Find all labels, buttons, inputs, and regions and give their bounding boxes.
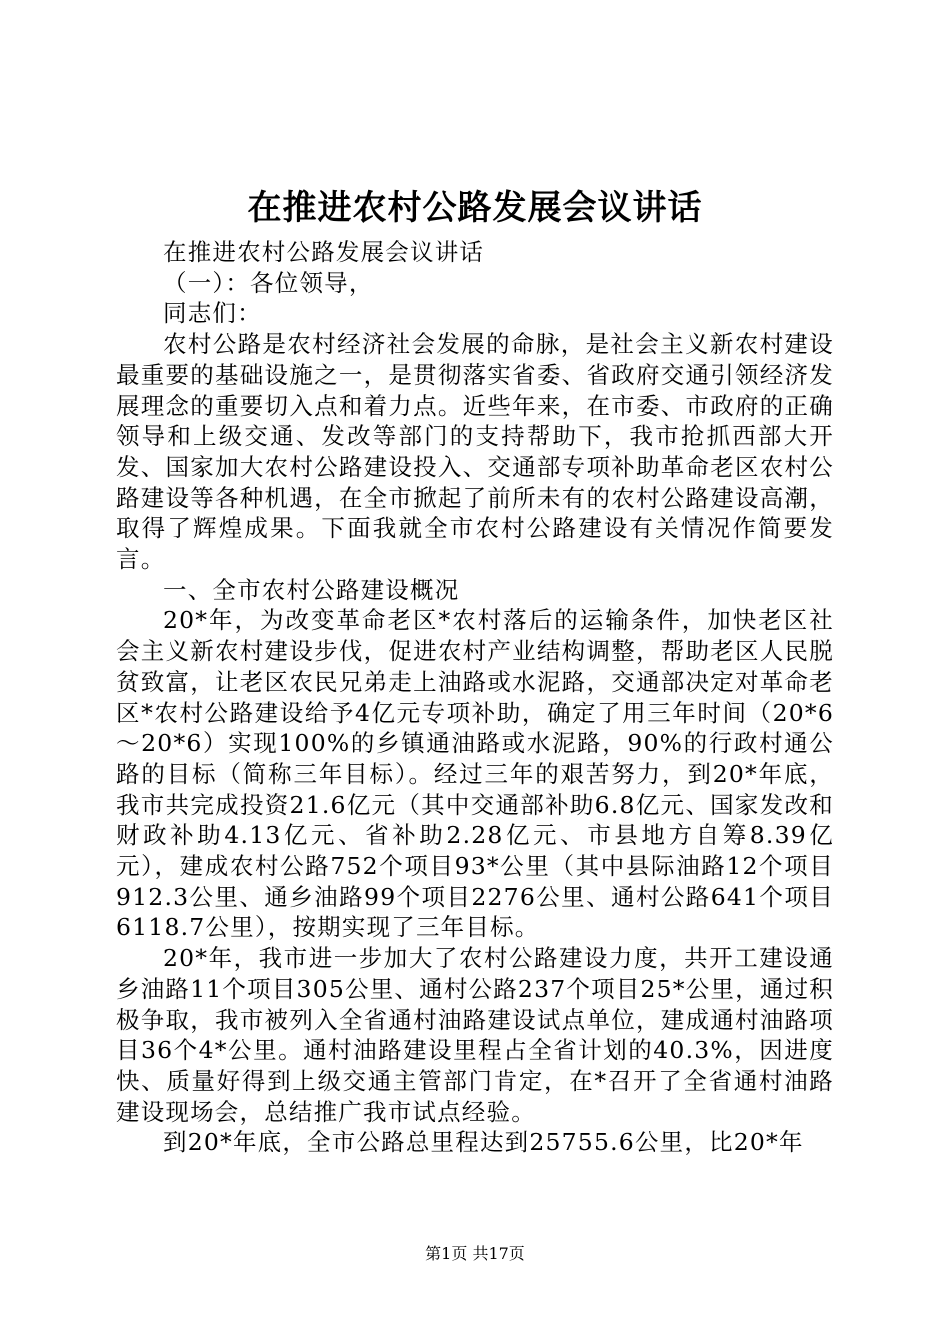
paragraph-intro: 农村公路是农村经济社会发展的命脉，是社会主义新农村建设最重要的基础设施之一，是贯彻落实省委、省政府交通引领经济发展理念的重要切入点和着力点。近些年来，在市委、市政府的正确领导和上级交通、发改等部门的支持帮助下，我市抢抓西部大开发、国家加大农村公路建设投入、交通部专项补助革命老区农村公路建设等各种机遇，在全市掀起了前所未有的农村公路建设高潮，取得了辉煌成果。下面我就全市农村公路建设有关情况作简要发言。 bbox=[116, 330, 834, 574]
paragraph-body: 到20*年底，全市公路总里程达到25755.6公里，比20*年 bbox=[163, 1128, 804, 1157]
paragraph-salutation: （一）：各位领导， bbox=[163, 268, 374, 297]
document-body bbox=[116, 237, 834, 1158]
section-heading: 一、全市农村公路建设概况 bbox=[163, 575, 460, 604]
page-footer: 第1页 共17页 bbox=[425, 1244, 525, 1263]
paragraph-body: 20*年，为改变革命老区*农村落后的运输条件，加快老区社会主义新农村建设步伐，促进农村产业结构调整，帮助老区人民脱贫致富，让老区农民兄弟走上油路或水泥路，交通部决定对革命老区*农村公路建设给予4亿元专项补助，确定了用三年时间（20*6～20*6）实现100%的乡镇通油路或水泥路，90%的行政村通公路的目标（简称三年目标）。经过三年的艰苦努力，到20*年底，我市共完成投资21.6亿元（其中交通部补助6.8亿元、国家发改和财政补助4.13亿元、省补助2.28亿元、市县地方自筹8.39亿元），建成农村公路752个项目93*公里（其中县际油路12个项目912.3公里、通乡油路99个项目2276公里、通村公路641个项目6118.7公里），按期实现了三年目标。 bbox=[116, 606, 834, 942]
paragraph-body: 20*年，我市进一步加大了农村公路建设力度，共开工建设通乡油路11个项目305公里、通村公路237个项目25*公里，通过积极争取，我市被列入全省通村油路建设试点单位，建成通村油路项目36个4*公里。通村油路建设里程占全省计划的40.3%，因进度快、质量好得到上级交通主管部门肯定，在*召开了全省通村油路建设现场会，总结推广我市试点经验。 bbox=[116, 944, 834, 1126]
paragraph-subtitle: 在推进农村公路发展会议讲话 bbox=[163, 238, 485, 266]
paragraph-greeting: 同志们： bbox=[163, 299, 262, 328]
document-title: 在推进农村公路发展会议讲话 bbox=[247, 188, 703, 228]
